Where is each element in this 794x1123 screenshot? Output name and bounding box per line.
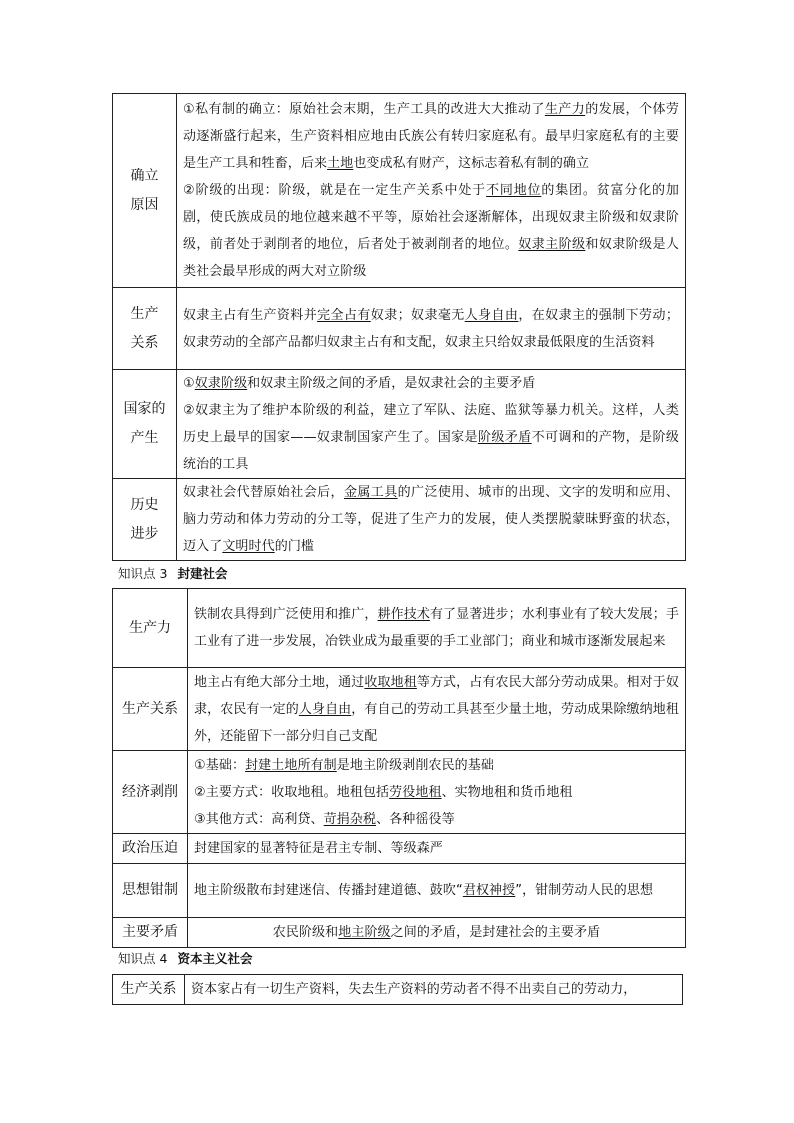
row-content-economic-exploitation — [188, 751, 686, 834]
row-content-productivity: 铁制农具得到广泛使用和推广，耕作技术有了显著进步；水利事业有了较大发展；手工业有了进一步发展，冶铁业成为最重要的手工业部门；商业和城市逐渐发展起来 — [188, 589, 686, 668]
section-heading-4 — [118, 949, 252, 967]
table-row — [113, 94, 686, 288]
other-method-line: ③其他方式：高利贷、苛捐杂税、各种徭役等 — [194, 811, 455, 827]
row-label-main-contradiction: 主要矛盾 — [113, 918, 188, 948]
row-content-state-origin — [177, 370, 686, 479]
row-label-production-relations: 生产关系 — [113, 975, 185, 1005]
row-label-political-oppression: 政治压迫 — [113, 834, 188, 864]
table-row — [113, 589, 686, 668]
class-emergence-paragraph: ②阶级的出现：阶级，就是在一定生产关系中处于不同地位的集团。贫富分化的加剧，使氏族成员的地位越来越不平等，原始社会逐渐解体，出现奴隶主阶级和奴隶阶级，前者处于剥削者的地位，后者处于被剥削者的地位。奴隶主阶级和奴隶阶级是人类社会最早形成的两大对立阶级 — [183, 183, 679, 279]
section-title: 封建社会 — [177, 566, 228, 581]
row-content-production-relations: 资本家占有一切生产资料，失去生产资料的劳动者不得不出卖自己的劳动力， — [185, 975, 683, 1005]
basis-line: ①基础：封建土地所有制是地主阶级剥削农民的基础 — [194, 757, 494, 773]
table-row — [113, 975, 683, 1005]
feudal-society-table — [112, 588, 686, 948]
section-number: 知识点 3 — [118, 566, 168, 581]
section-heading-3 — [118, 564, 227, 582]
section-title: 资本主义社会 — [177, 951, 253, 966]
capitalist-society-table — [112, 974, 683, 1005]
row-content-political-oppression: 封建国家的显著特征是君主专制、等级森严 — [188, 834, 686, 864]
section-number: 知识点 4 — [118, 951, 168, 966]
main-method-line: ②主要方式：收取地租。地租包括劳役地租、实物地租和货币地租 — [194, 784, 573, 800]
row-content-main-contradiction: 农民阶级和地主阶级之间的矛盾，是封建社会的主要矛盾 — [188, 918, 686, 948]
row-label-production-relations: 生产 关系 — [113, 288, 177, 370]
table-row — [113, 864, 686, 918]
row-label-historical-progress: 历史 进步 — [113, 479, 177, 561]
row-content-production-relations: 奴隶主占有生产资料并完全占有奴隶；奴隶毫无人身自由，在奴隶主的强制下劳动；奴隶劳动的全部产品都归奴隶主占有和支配，奴隶主只给奴隶最低限度的生活资料 — [177, 288, 686, 370]
row-content-historical-progress: 奴隶社会代替原始社会后，金属工具的广泛使用、城市的出现、文字的发明和应用、脑力劳动和体力劳动的分工等，促进了生产力的发展，使人类摆脱蒙昧野蛮的状态，迈入了文明时代的门槛 — [177, 479, 686, 561]
row-label-ideological-control: 思想钳制 — [113, 864, 188, 918]
table-row — [113, 668, 686, 751]
slavery-society-table — [112, 93, 686, 561]
table-row — [113, 479, 686, 561]
table-row — [113, 834, 686, 864]
row-label-establishment-cause: 确立 原因 — [113, 94, 177, 288]
row-label-productivity: 生产力 — [113, 589, 188, 668]
table-row — [113, 918, 686, 948]
table-row — [113, 288, 686, 370]
row-label-state-origin: 国家的 产生 — [113, 370, 177, 479]
main-contradiction-paragraph: ①奴隶阶级和奴隶主阶级之间的矛盾，是奴隶社会的主要矛盾 — [183, 376, 536, 391]
row-label-production-relations: 生产关系 — [113, 668, 188, 751]
row-content-production-relations: 地主占有绝大部分土地，通过收取地租等方式，占有农民大部分劳动成果。相对于奴隶，农民有一定的人身自由，有自己的劳动工具甚至少量土地，劳动成果除缴纳地租外，还能留下一部分归自己支配 — [188, 668, 686, 751]
row-label-economic-exploitation: 经济剥削 — [113, 751, 188, 834]
table-row — [113, 370, 686, 479]
row-content-ideological-control: 地主阶级散布封建迷信、传播封建道德、鼓吹“君权神授”，钳制劳动人民的思想 — [188, 864, 686, 918]
private-ownership-paragraph: ①私有制的确立：原始社会末期，生产工具的改进大大推动了生产力的发展，个体劳动逐渐盛行起来，生产资料相应地由氏族公有转归家庭私有。最早归家庭私有的主要是生产工具和牲畜，后来土地也变成私有财产，这标志着私有制的确立 — [183, 102, 679, 171]
table-row — [113, 751, 686, 834]
row-content-establishment-cause — [177, 94, 686, 288]
state-formation-paragraph: ②奴隶主为了维护本阶级的利益，建立了军队、法庭、监狱等暴力机关。这样，人类历史上最早的国家——奴隶制国家产生了。国家是阶级矛盾不可调和的产物，是阶级统治的工具 — [183, 403, 679, 472]
